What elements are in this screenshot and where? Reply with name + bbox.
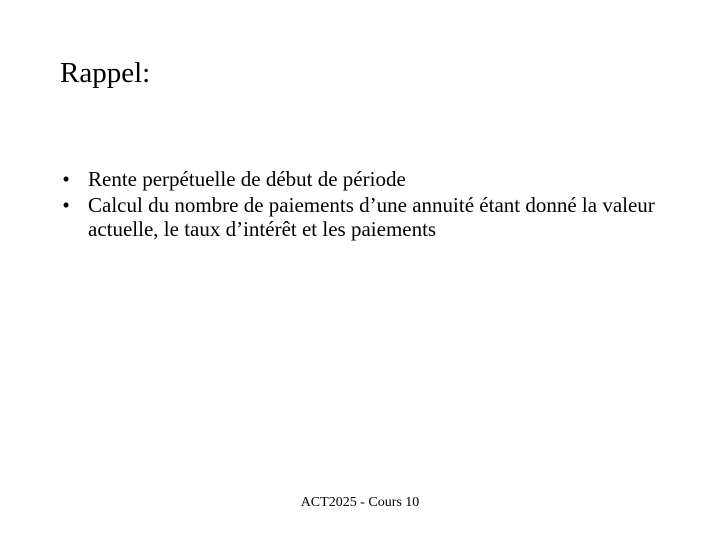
bullet-list — [56, 167, 676, 243]
bullet-marker: • — [62, 193, 70, 217]
slide-title: Rappel: — [60, 57, 151, 89]
bullet-item — [56, 193, 676, 241]
bullet-text: Rente perpétuelle de début de période — [88, 167, 406, 191]
bullet-text: Calcul du nombre de paiements d’une annuité étant donné la valeur actuelle, le taux d’intérêt et les paiements — [88, 193, 655, 241]
bullet-marker: • — [62, 167, 70, 191]
slide-footer: ACT2025 - Cours 10 — [300, 495, 420, 510]
bullet-item — [56, 167, 676, 191]
